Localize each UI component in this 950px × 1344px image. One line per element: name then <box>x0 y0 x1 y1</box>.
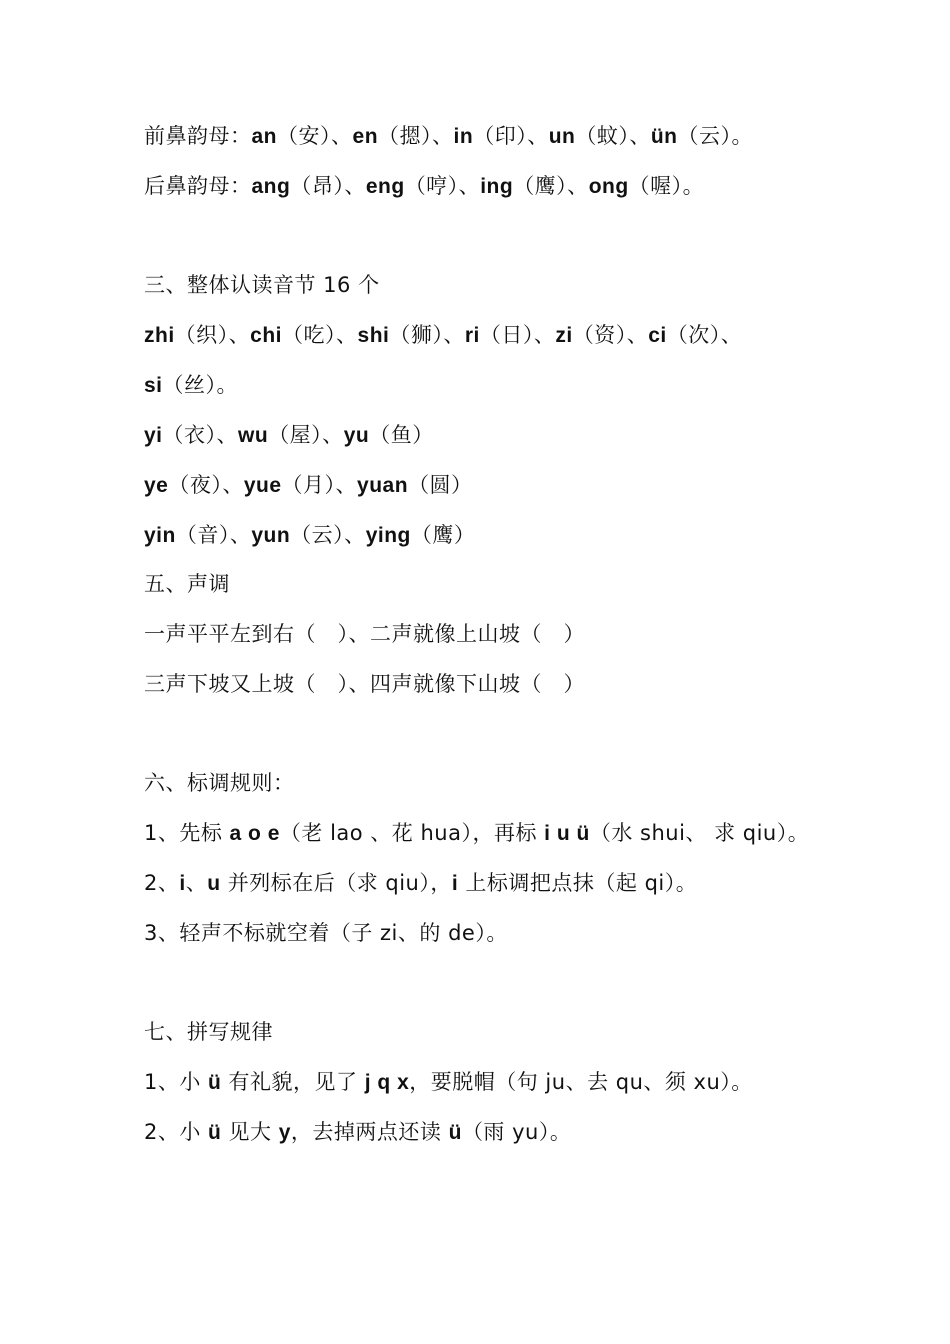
tone-line-1: 一声平平左到右（ ）、二声就像上山坡（ ） <box>144 622 585 646</box>
text-segment: （云）、 <box>290 523 366 547</box>
text-segment: 2、小 <box>144 1120 209 1144</box>
syllables-line-1 <box>144 320 850 351</box>
text-segment: 并列标在后（求 qiu）， <box>220 871 452 895</box>
pinyin-term: si <box>144 374 163 397</box>
pinyin-term: eng <box>365 175 405 198</box>
pinyin-term: j q x <box>364 1071 410 1094</box>
section-6-heading: 六、标调规则： <box>144 771 295 795</box>
front-nasal-finals-line <box>144 121 850 152</box>
tone-line-2: 三声下坡又上坡（ ）、四声就像下山坡（ ） <box>144 672 585 696</box>
text-segment: （昂）、 <box>290 174 366 198</box>
pinyin-term: a o e <box>229 822 280 845</box>
pinyin-term: ing <box>480 175 514 198</box>
tone-rule-2 <box>144 868 850 899</box>
text-segment: （丝）。 <box>162 373 239 397</box>
text-segment: （屋）、 <box>268 423 344 447</box>
front-nasal-prefix: 前鼻韵母： <box>144 124 252 148</box>
text-segment: 1、先标 <box>144 821 230 845</box>
pinyin-term: an <box>251 125 278 148</box>
syllables-line-3 <box>144 420 850 451</box>
text-segment: （蚊）、 <box>575 124 651 148</box>
text-segment: 上标调把点抹（起 qi）。 <box>458 871 698 895</box>
text-segment: （印）、 <box>473 124 549 148</box>
pinyin-term: i u ü <box>544 822 590 845</box>
pinyin-term: yin <box>144 524 176 547</box>
pinyin-term: un <box>548 125 576 148</box>
text-segment: （圆） <box>408 473 473 497</box>
back-nasal-items <box>252 174 705 198</box>
text-segment: （安）、 <box>277 124 353 148</box>
text-segment: （喔）。 <box>628 174 705 198</box>
spelling-rule-2 <box>144 1117 850 1148</box>
text-segment: ，要脱帽（句 ju、去 qu、须 xu）。 <box>409 1070 753 1094</box>
text-segment: 见大 <box>221 1120 279 1144</box>
section-5-heading: 五、声调 <box>144 572 230 596</box>
text-segment: （云）。 <box>677 124 754 148</box>
syllables-line-4 <box>144 470 850 501</box>
text-segment: （夜）、 <box>168 473 244 497</box>
pinyin-term: ong <box>588 175 629 198</box>
text-segment: （鹰）、 <box>513 174 589 198</box>
text-segment: （音）、 <box>175 523 252 547</box>
text-segment: （鹰） <box>410 523 476 547</box>
pinyin-term: en <box>352 125 379 148</box>
text-segment: （织）、 <box>174 323 251 347</box>
section-7-heading: 七、拼写规律 <box>144 1020 273 1044</box>
back-nasal-prefix: 后鼻韵母： <box>144 174 252 198</box>
pinyin-term: yue <box>243 474 282 497</box>
pinyin-term: ci <box>648 324 667 347</box>
syllables-line-5 <box>144 520 850 551</box>
pinyin-term: zhi <box>144 324 175 347</box>
pinyin-term: ü <box>208 1071 222 1094</box>
pinyin-term: ü <box>448 1121 462 1144</box>
text-segment: 3、轻声不标就空着（子 zi、的 de）。 <box>144 921 508 945</box>
pinyin-term: wu <box>238 424 269 447</box>
pinyin-term: yi <box>144 424 163 447</box>
text-segment: （哼）、 <box>404 174 481 198</box>
pinyin-term: ri <box>464 324 480 347</box>
front-nasal-items <box>252 124 754 148</box>
text-segment: （次）、 <box>666 323 743 347</box>
text-segment: （月）、 <box>281 473 358 497</box>
pinyin-term: ü <box>208 1121 222 1144</box>
pinyin-term: i <box>451 872 459 895</box>
text-segment: （狮）、 <box>389 323 465 347</box>
text-segment: 有礼貌，见了 <box>221 1070 365 1094</box>
pinyin-term: i <box>179 872 186 895</box>
text-segment: ，去掉两点还读 <box>290 1120 449 1144</box>
pinyin-term: ye <box>144 474 169 497</box>
text-segment: 2、 <box>144 871 180 895</box>
text-segment: （资）、 <box>572 323 649 347</box>
section-3-heading: 三、整体认读音节 16 个 <box>144 273 380 297</box>
text-segment: 、 <box>185 871 208 895</box>
pinyin-term: ang <box>251 175 291 198</box>
pinyin-term: shi <box>357 324 390 347</box>
text-segment: （日）、 <box>479 323 556 347</box>
pinyin-term: chi <box>250 324 283 347</box>
spelling-rule-1 <box>144 1067 850 1098</box>
tone-rule-1 <box>144 818 850 849</box>
text-segment: （水 shui、 求 qiu）。 <box>589 821 810 845</box>
pinyin-term: yuan <box>357 474 409 497</box>
pinyin-term: y <box>278 1121 291 1144</box>
text-segment: （雨 yu）。 <box>461 1120 572 1144</box>
pinyin-term: ün <box>650 125 678 148</box>
pinyin-term: yun <box>251 524 291 547</box>
text-segment: （摁）、 <box>378 124 454 148</box>
pinyin-term: in <box>453 125 474 148</box>
text-segment: （鱼） <box>369 423 434 447</box>
text-segment: 1、小 <box>144 1070 209 1094</box>
pinyin-term: zi <box>555 324 573 347</box>
tone-rule-3 <box>144 918 850 948</box>
back-nasal-finals-line <box>144 171 850 202</box>
text-segment: （衣）、 <box>162 423 239 447</box>
pinyin-term: yu <box>343 424 370 447</box>
text-segment: （老 lao 、花 hua），再标 <box>279 821 545 845</box>
pinyin-term: ying <box>365 524 411 547</box>
pinyin-term: u <box>207 872 221 895</box>
syllables-line-2 <box>144 370 850 401</box>
text-segment: （吃）、 <box>282 323 358 347</box>
